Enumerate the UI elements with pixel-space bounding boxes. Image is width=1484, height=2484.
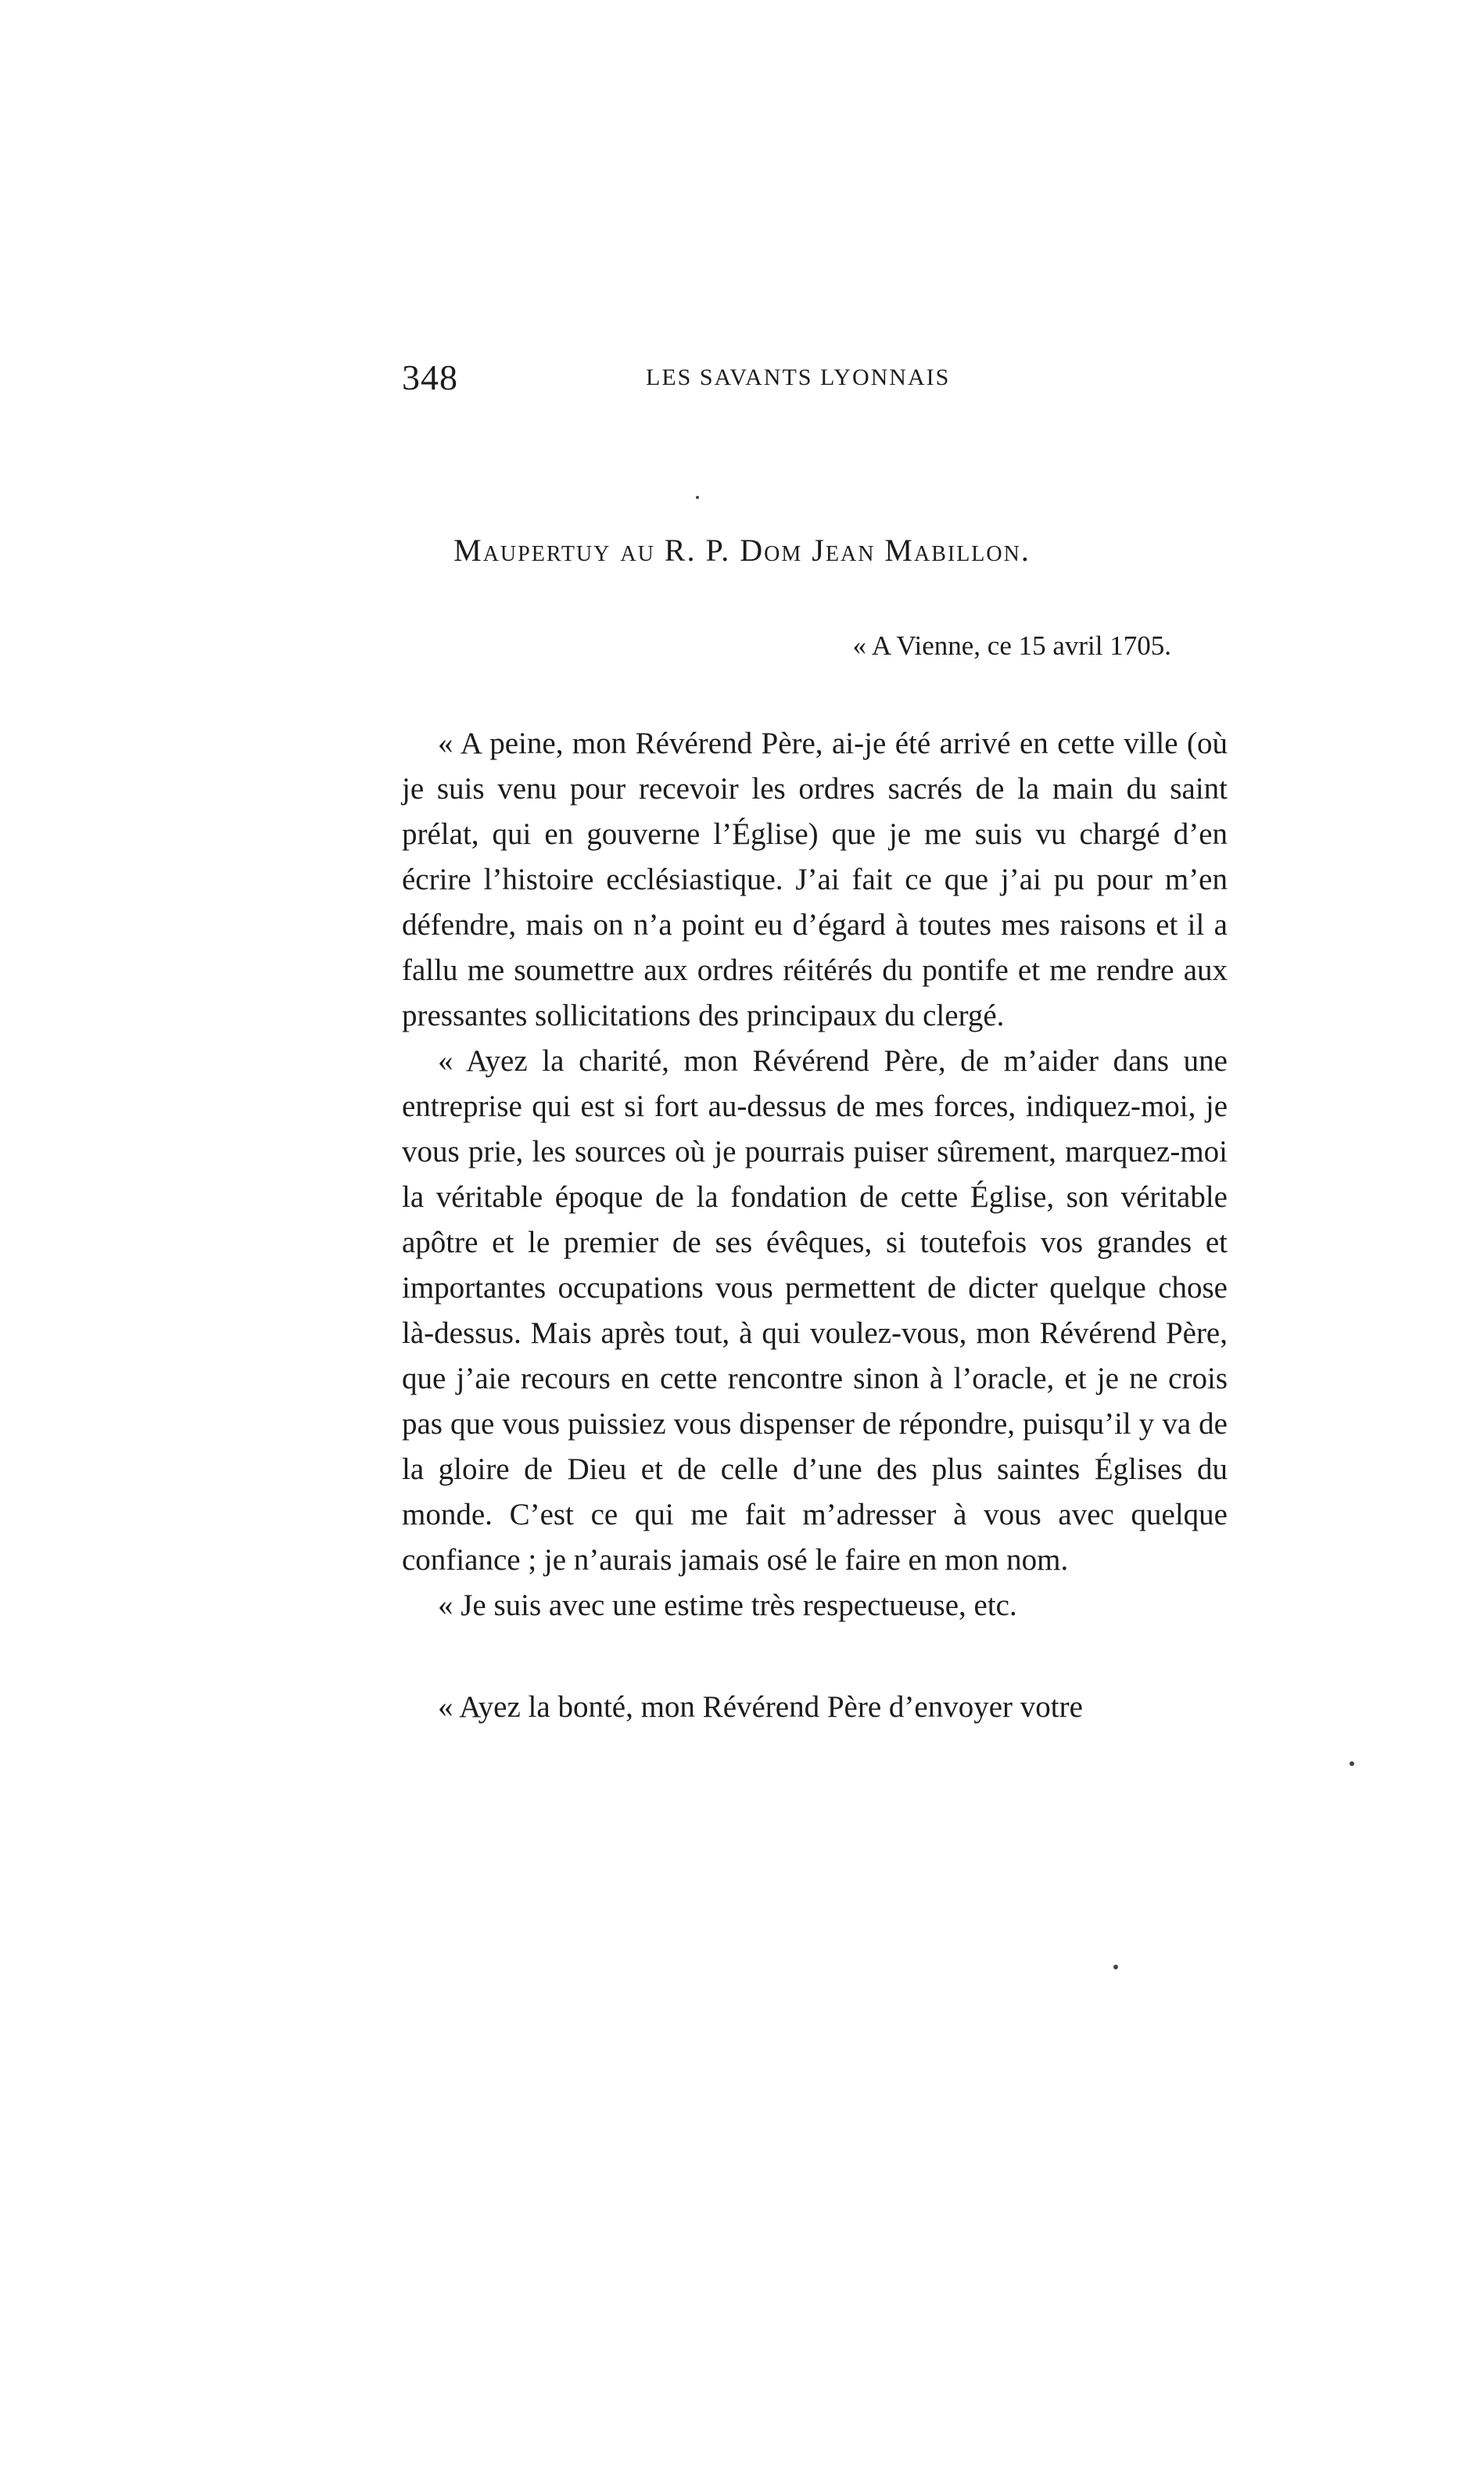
paper-speck bbox=[1113, 1965, 1118, 1969]
paper-speck bbox=[696, 496, 699, 499]
section-gap bbox=[402, 1628, 1228, 1685]
paragraph-2: « Ayez la charité, mon Révérend Père, de m’aider dans une entreprise qui est si fort au-dessus de mes forces, indiquez-moi, je vous prie, les sources où je pourrais puiser sûrement, marquez-moi la véritable époque de la fondation de cette Église, son véritable apôtre et le premier de ses évêques, si toutefois vos grandes et importantes occupations vous permettent de dicter quelque chose là-dessus. Mais après tout, à qui voulez-vous, mon Révérend Père, que j’aie recours en cette rencontre sinon à l’oracle, et je ne crois pas que vous puissiez vous dispenser de répondre, puisqu’il y va de la gloire de Dieu et de celle d’une des plus saintes Églises du monde. C’est ce qui me fait m’adresser à vous avec quelque confiance ; je n’aurais jamais osé le faire en mon nom. bbox=[402, 1044, 1228, 1577]
running-head bbox=[402, 357, 1238, 404]
postscript: « Ayez la bonté, mon Révérend Père d’envoyer votre bbox=[438, 1690, 1083, 1724]
paragraph-1: « A peine, mon Révérend Père, ai-je été arrivé en cette ville (où je suis venu pour recevoir les ordres sacrés de la main du saint prélat, qui en gouverne l’Église) que je me suis vu chargé d’en écrire l’histoire ecclésiastique. J’ai fait ce que j’ai pu pour m’en défendre, mais on n’a point eu d’égard à toutes mes raisons et il a fallu me soumettre aux ordres réitérés du pontife et me rendre aux pressantes sollicitations des principaux du clergé. bbox=[402, 727, 1228, 1032]
letter-title: Maupertuy au R. P. Dom Jean Mabillon. bbox=[453, 533, 1031, 568]
running-title: LES SAVANTS LYONNAIS bbox=[646, 364, 951, 390]
page-number: 348 bbox=[402, 357, 458, 397]
paper-speck bbox=[1350, 1761, 1354, 1766]
letter-body bbox=[402, 721, 1228, 1730]
paragraph-3: « Je suis avec une estime très respectueuse, etc. bbox=[438, 1588, 1017, 1622]
dateline: « A Vienne, ce 15 avril 1705. bbox=[852, 630, 1171, 661]
